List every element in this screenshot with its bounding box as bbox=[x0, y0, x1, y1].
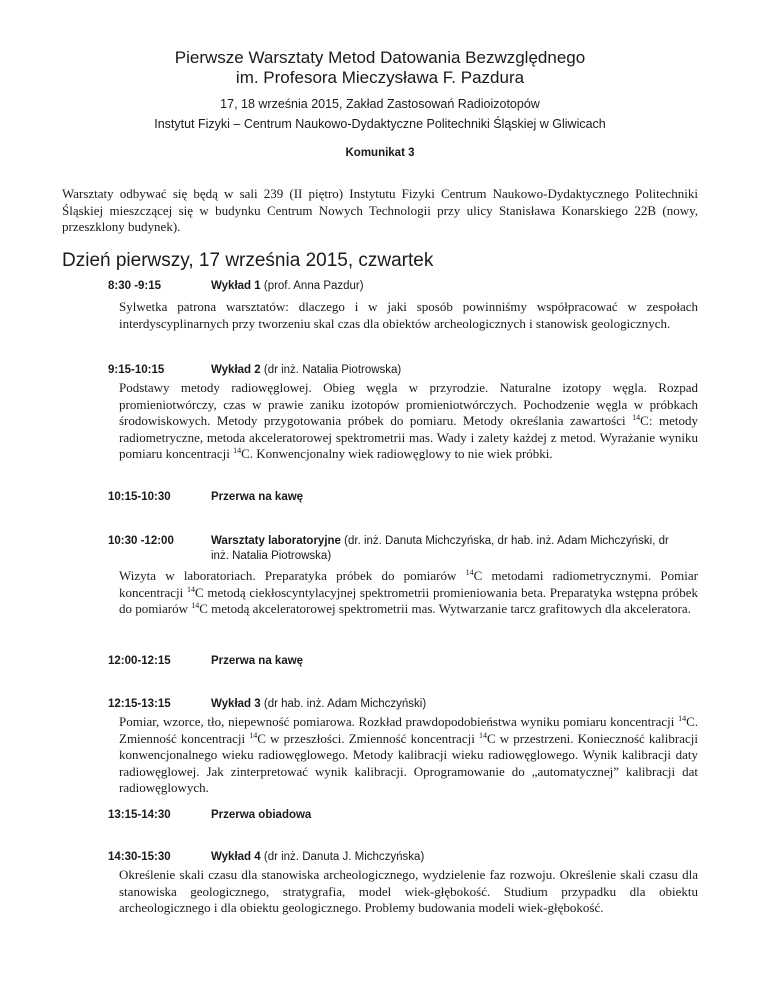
entry-title bbox=[211, 697, 698, 712]
c14-superscript: 14 bbox=[249, 730, 258, 740]
entry-speaker: (dr inż. Danuta J. Michczyńska) bbox=[263, 851, 425, 863]
desc-part: C. Konwencjonalny wiek radiowęglowy to nie wiek próbki. bbox=[241, 446, 553, 461]
desc-part: Pomiar, wzorce, tło, niepewność pomiarowa. Rozkład prawdopodobieństwa wyniku pomiaru koncentracji bbox=[119, 714, 679, 729]
entry-speaker: (prof. Anna Pazdur) bbox=[263, 280, 364, 292]
c14-superscript: 14 bbox=[632, 413, 641, 422]
c14-superscript: 14 bbox=[186, 584, 195, 594]
entry-description bbox=[119, 568, 698, 618]
desc-part: C metodą ciekłoscyntylacyjnej spektrometrii promieniowania beta. Preparatyka wstępna próbek do pomiarów bbox=[119, 584, 698, 616]
entry-time: 12:00-12:15 bbox=[108, 655, 171, 667]
entry-time: 14:30-15:30 bbox=[108, 851, 171, 863]
entry-time: 9:15-10:15 bbox=[108, 364, 165, 376]
entry-description bbox=[119, 714, 698, 797]
komunikat-label: Komunikat 3 bbox=[345, 147, 415, 159]
entry-title bbox=[211, 490, 698, 505]
entry-title-text: Wykład 1 bbox=[211, 280, 261, 292]
desc-part: C metodami radiometrycznymi. Pomiar koncentracji bbox=[119, 568, 698, 600]
subtitle-line-2: Instytut Fizyki – Centrum Naukowo-Dydaktyczne Politechniki Śląskiej w Gliwicach bbox=[154, 117, 606, 131]
c14-superscript: 14 bbox=[678, 714, 687, 723]
desc-part: Podstawy metody radiowęglowej. Obieg węgla w przyrodzie. Naturalne izotopy węgla. Rozpad promieniotwórczy, czas w prawie zaniku izotopów promieniotwórczych. Pochodzenie węgla w próbkach środowiskowych. Metody przygotowania próbek do pomiaru. Metody określania zawartości bbox=[119, 380, 698, 428]
entry-time: 8:30 -9:15 bbox=[108, 280, 162, 292]
entry-title-text: Wykład 2 bbox=[211, 364, 261, 376]
entry-title-text: Przerwa na kawę bbox=[211, 491, 304, 503]
entry-title bbox=[211, 363, 698, 378]
entry-title-text: Przerwa obiadowa bbox=[211, 809, 312, 821]
entry-description bbox=[119, 380, 698, 463]
day-heading: Dzień pierwszy, 17 września 2015, czwartek bbox=[62, 250, 434, 271]
entry-speaker: (dr inż. Natalia Piotrowska) bbox=[263, 364, 402, 376]
desc-part: C metodą akceleratorowej spektrometrii mas. Wytwarzanie tarcz grafitowych dla akceleratora. bbox=[199, 601, 691, 616]
entry-time: 10:30 -12:00 bbox=[108, 535, 174, 547]
entry-time: 13:15-14:30 bbox=[108, 809, 171, 821]
intro-paragraph: Warsztaty odbywać się będą w sali 239 (II piętro) Instytutu Fizyki Centrum Naukowo-Dydaktycznego Politechniki Śląskiej mieszczącej się w budynku Centrum Nowych Technologii przy ulicy Stanisława Konarskiego 22B (nowy, przeszklony budynek). bbox=[62, 186, 698, 234]
desc-part: C. Zmienność koncentracji bbox=[119, 714, 698, 746]
title-line-1: Pierwsze Warsztaty Metod Datowania Bezwzględnego bbox=[174, 48, 586, 67]
entry-speaker: (dr. inż. Danuta Michczyńska, dr hab. inż. Adam Michczyński, dr inż. Natalia Piotrowska) bbox=[211, 535, 669, 562]
entry-title-text: Wykład 3 bbox=[211, 698, 261, 710]
c14-superscript: 14 bbox=[191, 601, 200, 610]
entry-description: Sylwetka patrona warsztatów: dlaczego i w jaki sposób powinniśmy współpracować w zespołach interdyscyplinarnych przy tworzeniu skal czas dla obiektów archeologicznych i stanowisk geologicznych. bbox=[119, 299, 698, 331]
entry-title bbox=[211, 808, 698, 823]
entry-title-text: Przerwa na kawę bbox=[211, 655, 304, 667]
entry-title bbox=[211, 850, 698, 865]
desc-part: Wizyta w laboratoriach. Preparatyka próbek do pomiarów bbox=[119, 568, 466, 583]
entry-description: Określenie skali czasu dla stanowiska archeologicznego, wydzielenie faz rozwoju. Określenie skali czasu dla stanowiska geologicznego, stratygrafia, model wiek-głębokość. Studium przypadku dla obiektu archeologicznego i dla obiektu geologicznego. Problemy budowania modeli wiek-głębokość. bbox=[119, 867, 698, 915]
desc-part: C w przestrzeni. Konieczność kalibracji konwencjonalnego wieku radiowęglowego. Metody kalibracji wieku radiowęglowego. Wynik kalibracji daty radiowęglowej. Jak zinterpretować wynik kalibracji. Oprogramowanie do „automatycznej” kalibracji dat radiowęglowych. bbox=[119, 730, 698, 795]
c14-superscript: 14 bbox=[233, 446, 242, 455]
c14-superscript: 14 bbox=[465, 568, 474, 577]
entry-title bbox=[211, 534, 681, 564]
entry-title bbox=[211, 279, 698, 294]
desc-part: C w przeszłości. Zmienność koncentracji bbox=[257, 730, 479, 746]
subtitle-line-1: 17, 18 września 2015, Zakład Zastosowań Radioizotopów bbox=[220, 97, 540, 111]
entry-speaker: (dr hab. inż. Adam Michczyński) bbox=[263, 698, 427, 710]
entry-title bbox=[211, 654, 698, 669]
title-line-2: im. Profesora Mieczysława F. Pazdura bbox=[235, 68, 525, 87]
entry-title-text: Wykład 4 bbox=[211, 851, 261, 863]
entry-time: 10:15-10:30 bbox=[108, 491, 171, 503]
entry-time: 12:15-13:15 bbox=[108, 698, 171, 710]
c14-superscript: 14 bbox=[478, 730, 487, 740]
desc-part: C: metody radiometryczne, metoda akceleratorowej spektrometrii mas. Wady i zalety każdej z metod. Wyrażanie wyniku pomiaru koncentracji bbox=[119, 413, 698, 461]
entry-title-text: Warsztaty laboratoryjne bbox=[211, 535, 341, 547]
